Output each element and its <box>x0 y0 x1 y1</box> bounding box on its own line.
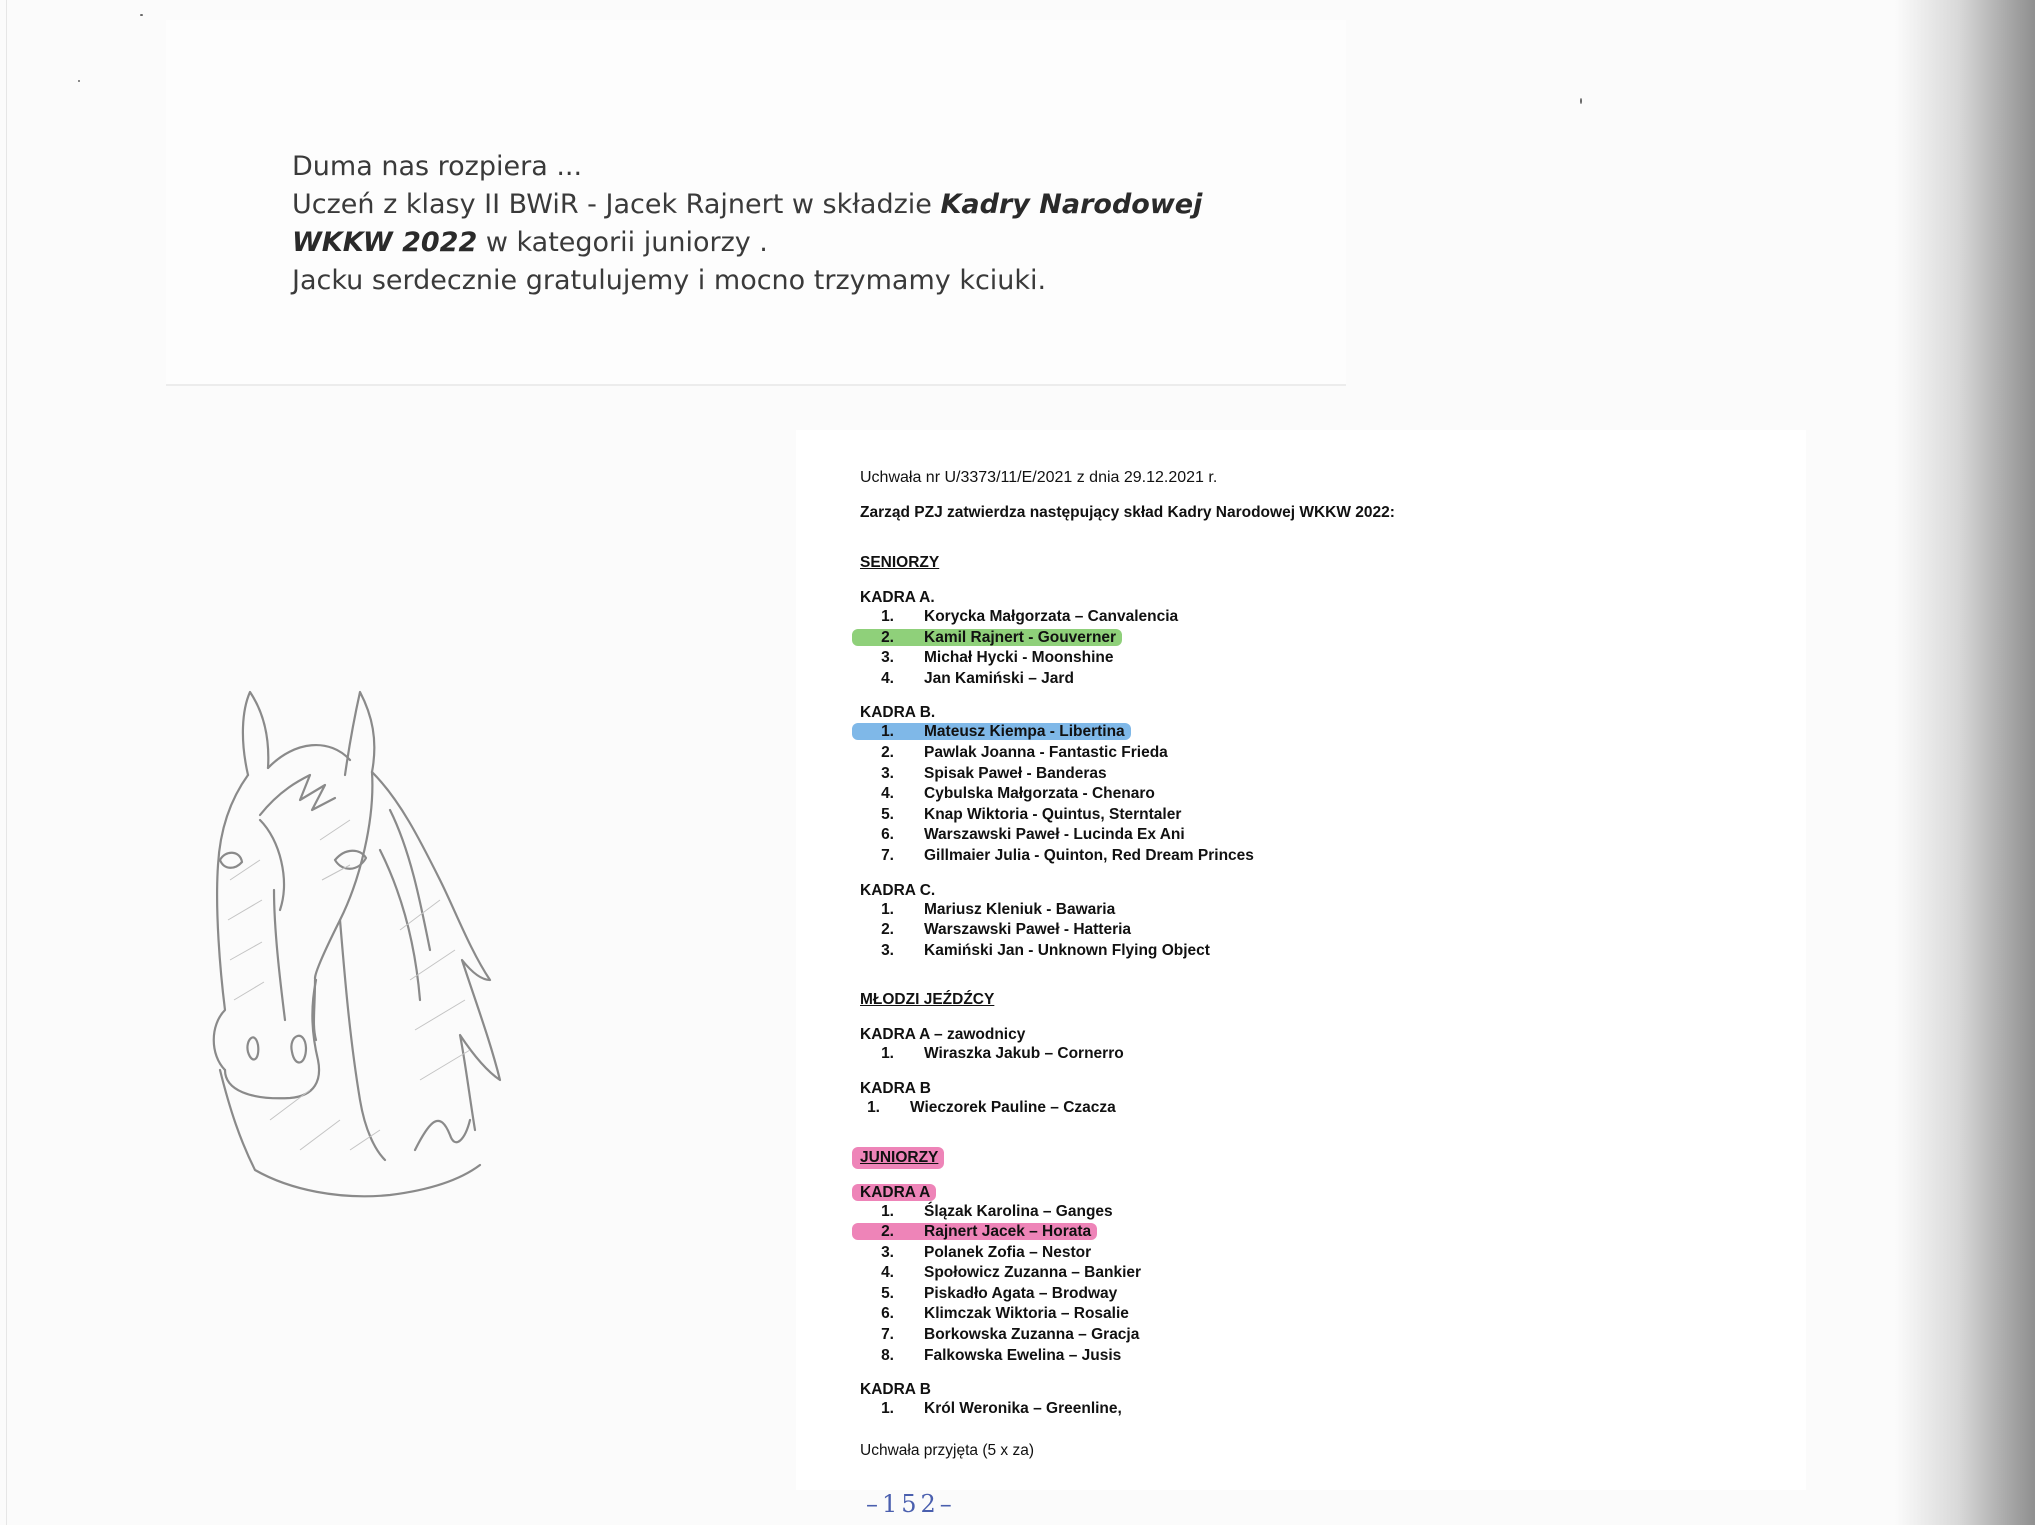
list-item: 7. Borkowska Zuzanna – Gracja <box>881 1326 1140 1344</box>
list-item: 8. Falkowska Ewelina – Jusis <box>881 1346 1122 1364</box>
resolution-closing: Uchwała przyjęta (5 x za) <box>860 1441 1035 1459</box>
group-title: KADRA B. <box>860 704 936 722</box>
list-item-highlighted: 2. Kamil Rajnert - Gouverner <box>860 628 1660 649</box>
group-mlodzi-kadra-a <box>860 1025 1660 1065</box>
group-title: KADRA B <box>860 1381 931 1399</box>
section-juniorzy: JUNIORZY <box>852 1147 944 1169</box>
list-item: 1. Mariusz Kleniuk - Bawaria <box>881 900 1116 918</box>
announcement-line-3: WKKW 2022 w kategorii juniorzy . <box>292 227 768 258</box>
list-item-highlighted: 1. Mateusz Kiempa - Libertina <box>860 722 1660 743</box>
list-item: 4. Cybulska Małgorzata - Chenaro <box>881 785 1155 803</box>
list-item: 7. Gillmaier Julia - Quinton, Red Dream Princes <box>881 846 1254 864</box>
horse-head-sketch <box>200 680 580 1240</box>
resolution-document <box>860 466 1660 1462</box>
scan-speck <box>140 14 143 16</box>
group-title: KADRA A. <box>860 589 935 606</box>
list-item: 5. Piskadło Agata – Brodway <box>881 1284 1118 1302</box>
list-item: 2. Pawlak Joanna - Fantastic Frieda <box>881 743 1168 761</box>
group-title: KADRA C. <box>860 881 936 899</box>
group-seniorzy-kadra-b <box>860 703 1660 866</box>
list-item: 6. Klimczak Wiktoria – Rosalie <box>881 1305 1129 1323</box>
list-item: 1. Wieczorek Pauline – Czacza <box>867 1098 1116 1116</box>
group-title: KADRA B <box>860 1079 931 1097</box>
list-item: 6. Warszawski Paweł - Lucinda Ex Ani <box>881 826 1185 844</box>
list-item: 3. Polanek Zofia – Nestor <box>881 1243 1092 1261</box>
announcement-text <box>292 148 1292 300</box>
group-seniorzy-kadra-c <box>860 881 1660 962</box>
list-item: 5. Knap Wiktoria - Quintus, Sterntaler <box>881 805 1182 823</box>
scan-shadow <box>1895 0 2035 1525</box>
list-item: 1. Korycka Małgorzata – Canvalencia <box>881 608 1179 625</box>
list-item: 3. Spisak Paweł - Banderas <box>881 764 1107 782</box>
list-item: 4. Jan Kamiński – Jard <box>881 669 1074 687</box>
list-item: 1. Wiraszka Jakub – Cornerro <box>881 1045 1124 1063</box>
list-item: 3. Kamiński Jan - Unknown Flying Object <box>881 941 1210 959</box>
group-mlodzi-kadra-b <box>860 1079 1660 1119</box>
list-item: 1. Król Weronika – Greenline, <box>881 1400 1122 1418</box>
scan-speck <box>78 80 80 82</box>
section-mlodzi-jezdzcy: MŁODZI JEŹDŹCY <box>860 991 995 1009</box>
list-item: 1. Ślązak Karolina – Ganges <box>881 1202 1113 1220</box>
announcement-line-1: Duma nas rozpiera ... <box>292 151 583 182</box>
resolution-intro: Zarząd PZJ zatwierdza następujący skład Kadry Narodowej WKKW 2022: <box>860 504 1395 521</box>
list-item: 2. Warszawski Paweł - Hatteria <box>881 921 1132 939</box>
section-seniorzy: SENIORZY <box>860 554 940 571</box>
list-item: 4. Społowicz Zuzanna – Bankier <box>881 1264 1142 1282</box>
scan-speck <box>1580 98 1582 104</box>
page-edge-line <box>6 0 7 1525</box>
group-juniorzy-kadra-b <box>860 1380 1660 1420</box>
list-item-highlighted: 2. Rajnert Jacek – Horata <box>860 1222 1660 1243</box>
group-title: KADRA A <box>852 1184 936 1201</box>
group-juniorzy-kadra-a <box>860 1183 1660 1367</box>
group-seniorzy-kadra-a <box>860 588 1660 689</box>
group-title: KADRA A – zawodnicy <box>860 1026 1026 1044</box>
resolution-number: Uchwała nr U/3373/11/E/2021 z dnia 29.12.2021 r. <box>860 469 1218 486</box>
announcement-line-4: Jacku serdecznie gratulujemy i mocno trzymamy kciuki. <box>292 265 1047 296</box>
list-item: 3. Michał Hycki - Moonshine <box>881 649 1114 667</box>
announcement-line-2: Uczeń z klasy II BWiR - Jacek Rajnert w składzie Kadry Narodowej <box>292 189 1203 220</box>
handwritten-page-number: –152– <box>866 1490 956 1518</box>
